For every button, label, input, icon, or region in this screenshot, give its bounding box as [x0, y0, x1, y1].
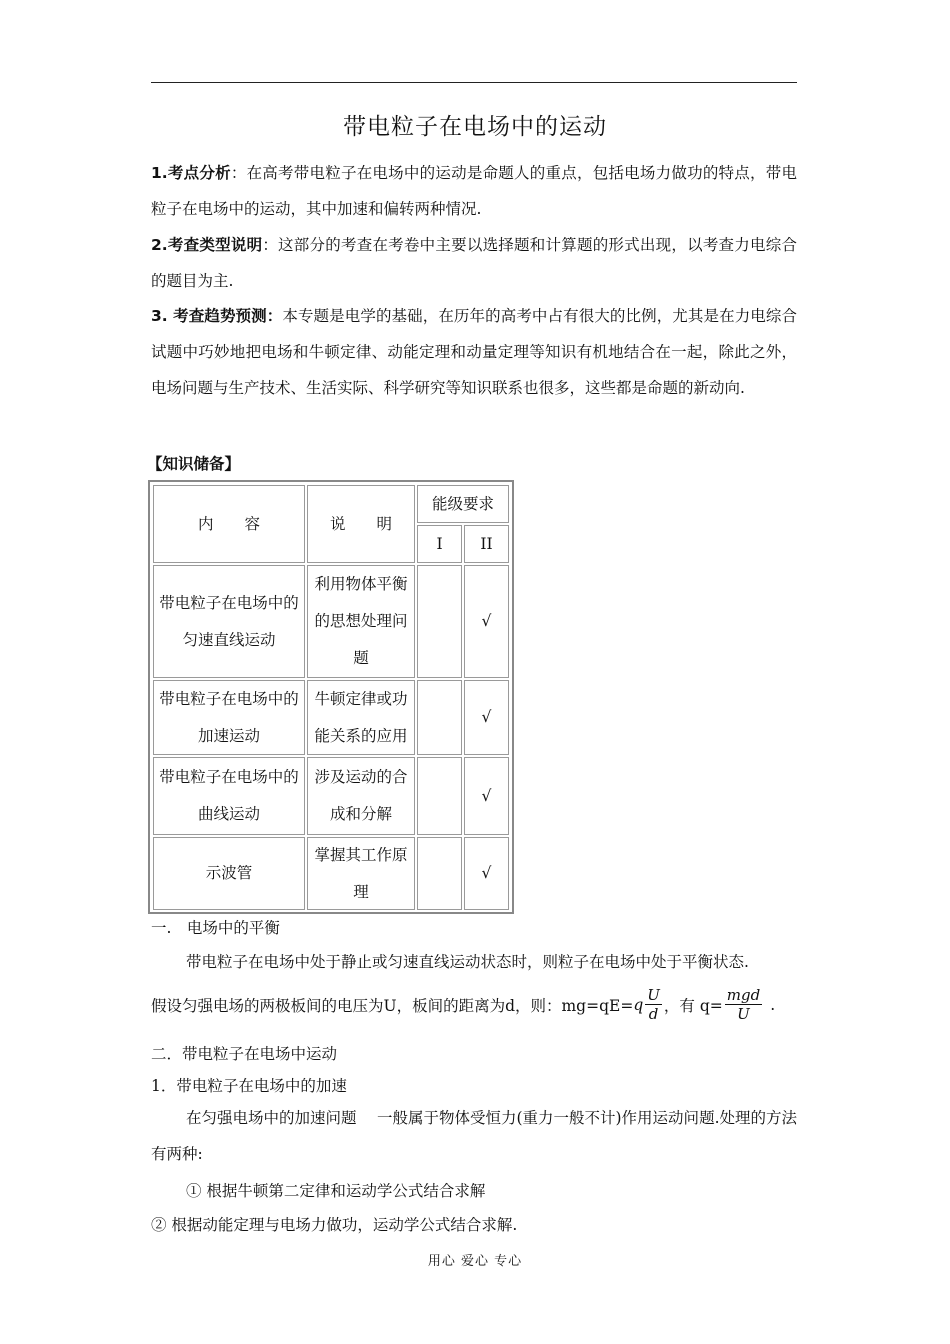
eq2-fraction — [725, 986, 762, 1023]
row-2-explain: 牛顿定律或功能关系的应用 — [307, 680, 415, 755]
section-analysis-text: ：在高考带电粒子在电场中的运动是命题人的重点，包括电场力做功的特点，带电粒子在电场中的运动，其中加速和偏转两种情况. — [151, 164, 797, 218]
part1-line2 — [151, 986, 775, 1023]
part1-line1: 带电粒子在电场中处于静止或匀速直线运动状态时，则粒子在电场中处于平衡状态. — [186, 953, 749, 971]
part1-line2-pre: 假设匀强电场的两极板间的电压为U，板间的距离为d，则：mg=qE= — [151, 996, 634, 1015]
row-3-explain: 涉及运动的合成和分解 — [307, 757, 415, 835]
section-analysis-label: 1.考点分析 — [151, 164, 231, 182]
section-type-text: ：这部分的考查在考卷中主要以选择题和计算题的形式出现，以考查力电综合的题目为主. — [151, 236, 797, 290]
row-3-level-1 — [417, 757, 462, 835]
knowledge-table — [148, 480, 514, 914]
eq1-q: q — [633, 995, 644, 1014]
row-4-level-1 — [417, 837, 462, 910]
section-trend-label: 3. 考查趋势预测： — [151, 307, 283, 325]
section-trend — [151, 298, 797, 406]
part1-line2-end: . — [770, 995, 776, 1014]
knowledge-heading: 【知识储备】 — [147, 455, 241, 473]
row-2-content: 带电粒子在电场中的加速运动 — [153, 680, 305, 755]
section-type — [151, 227, 797, 299]
row-1-content: 带电粒子在电场中的匀速直线运动 — [153, 565, 305, 678]
part2-para: 在匀强电场中的加速问题 一般属于物体受恒力(重力一般不计)作用运动问题.处理的方法有两种: — [151, 1109, 797, 1163]
eq1-fraction — [645, 986, 662, 1023]
eq2-denominator: U — [737, 1005, 750, 1023]
header-level-1: I — [417, 525, 462, 563]
header-explain: 说 明 — [307, 485, 415, 563]
section-type-label: 2.考查类型说明 — [151, 236, 263, 254]
eq1-numerator: U — [647, 986, 660, 1004]
row-2-check: √ — [464, 680, 509, 755]
row-4-explain: 掌握其工作原理 — [307, 837, 415, 910]
part2-heading: 二．带电粒子在电场中运动 — [151, 1045, 338, 1063]
header-content: 内 容 — [153, 485, 305, 563]
row-1-level-1 — [417, 565, 462, 678]
header-rule — [151, 82, 797, 83]
section-analysis — [151, 155, 797, 227]
eq2-numerator: mgd — [726, 986, 761, 1004]
row-2-level-1 — [417, 680, 462, 755]
row-4-check: √ — [464, 837, 509, 910]
row-1-check: √ — [464, 565, 509, 678]
header-level-2: II — [464, 525, 509, 563]
row-1-explain: 利用物体平衡的思想处理问题 — [307, 565, 415, 678]
row-3-check: √ — [464, 757, 509, 835]
part2-item2: ② 根据动能定理与电场力做功，运动学公式结合求解. — [151, 1216, 518, 1234]
part2-item1: ① 根据牛顿第二定律和运动学公式结合求解 — [186, 1182, 486, 1200]
part1-heading: 一. 电场中的平衡 — [151, 919, 280, 937]
page-title: 带电粒子在电场中的运动 — [343, 114, 607, 140]
row-3-content: 带电粒子在电场中的曲线运动 — [153, 757, 305, 835]
part2-sub1: 1．带电粒子在电场中的加速 — [151, 1077, 347, 1095]
row-4-content: 示波管 — [153, 837, 305, 910]
header-level: 能级要求 — [417, 485, 509, 523]
eq1-denominator: d — [648, 1005, 659, 1023]
section-trend-text: 本专题是电学的基础，在历年的高考中占有很大的比例，尤其是在力电综合试题中巧妙地把电场和牛顿定律、动能定理和动量定理等知识有机地结合在一起，除此之外，电场问题与生产技术、生活实际、科学研究等知识联系也很多，这些都是命题的新动向. — [151, 307, 797, 397]
page-footer: 用心 爱心 专心 — [427, 1254, 523, 1269]
part1-line2-mid: ，有 q= — [663, 996, 723, 1015]
